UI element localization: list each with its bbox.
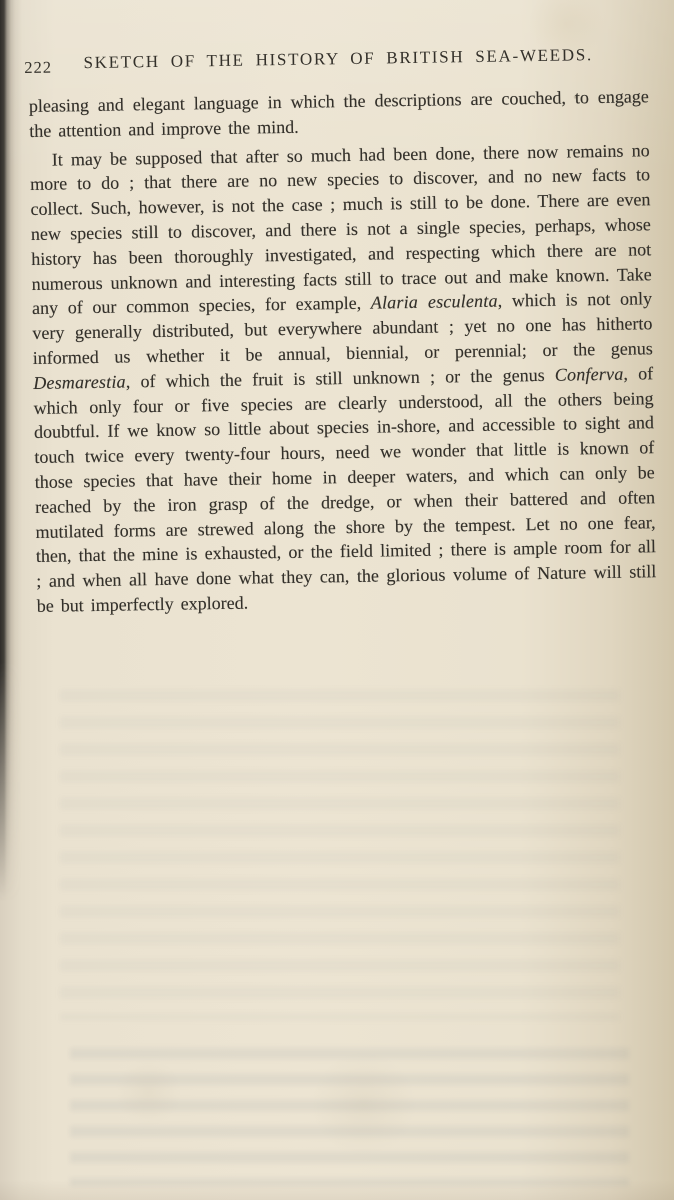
- paragraph-text: , which is not only very generally distributed, but everywhere abundant ; yet no one has hitherto informed us whether it be annual, biennial, or perennial; or the genus: [32, 288, 653, 368]
- paragraph-text: It may be supposed that after so much had been done, there now remains no more to do ; that there are no new species to discover, and no new facts to collect. Such, however, is not the case ; much is still to be done. There are even new species still to discover, and there is not a single species, perhaps, whose history has been thoroughly investigated, and respecting which there are not numerous unknown and interesting facts still to trace out and make known. Take any of our common species, for example,: [29, 139, 652, 319]
- page-header: [24, 40, 648, 82]
- book-gutter-shadow: [0, 0, 22, 920]
- species-name-alaria-esculenta: Alaria esculenta: [370, 291, 498, 314]
- page-number: 222: [24, 57, 53, 78]
- reverse-page-showthrough: [60, 690, 619, 1020]
- paragraph-text: , of which only four or five species are clearly understood, all the others being doubtful. If we know so little about species in-shore, and accessible to sight and touch twice every twenty-four hours, need we wonder that little is known of those species that have their home in deeper waters, and which can only be reached by the iron grasp of the dredge, or when their battered and often mutilated forms are strewed along the shore by the tempest. Let no one fear, then, that the mine is exhausted, or the field limited ; there is ample room for all ; and when all have done what they can, the glorious volume of Nature will still be but imperfectly explored.: [33, 362, 657, 616]
- running-head-title: SKETCH OF THE HISTORY OF BRITISH SEA-WEEDS.: [83, 45, 593, 73]
- paragraph-text: pleasing and elegant language in which the descriptions are couched, to engage the attention and improve the mind.: [28, 86, 649, 141]
- paragraph-main: [30, 138, 657, 619]
- genus-name-conferva: Conferva: [554, 363, 624, 385]
- genus-name-desmarestia: Desmarestia: [33, 371, 126, 393]
- paragraph-text: , of which the fruit is still unknown ; or the genus: [125, 364, 555, 392]
- page-content: [24, 40, 657, 618]
- reverse-page-showthrough: [70, 1048, 629, 1186]
- paragraph-continuation: [29, 84, 650, 143]
